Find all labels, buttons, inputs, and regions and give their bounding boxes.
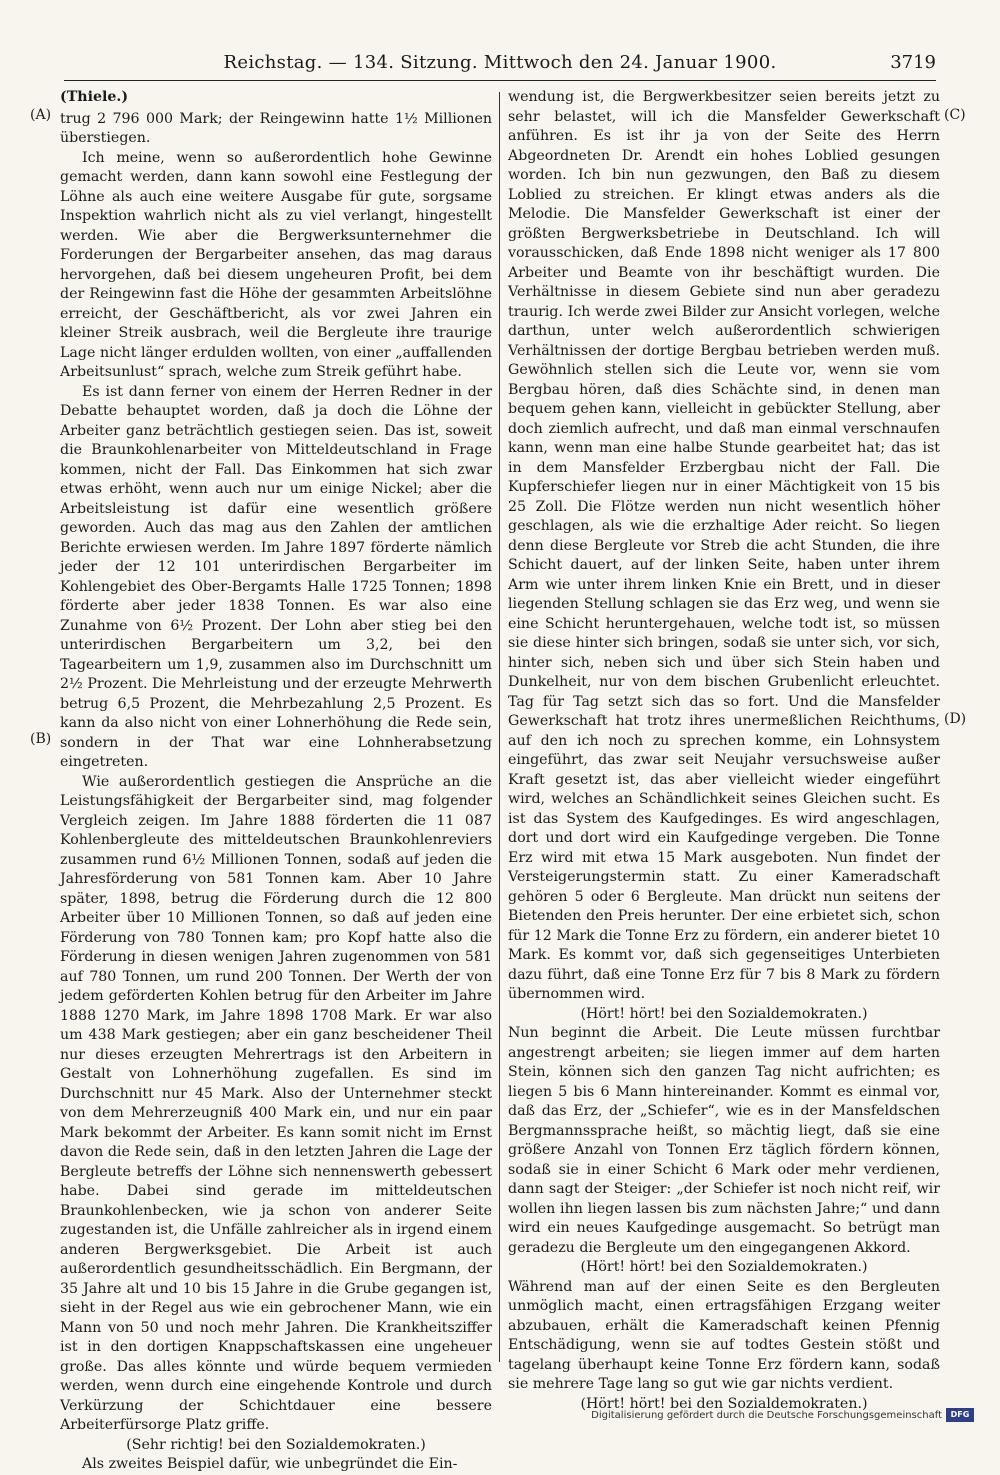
paragraph: Während man auf der einen Seite es den Bergleuten unmöglich macht, einen ertragsfähigen Erzgang weiter abzubauen, erhält die Kameradschaft keinen Pfennig Entschädigung, wenn sie auf todtes Gestein stößt und tagelang überhaupt keine Tonne Erz fördern kann, sodaß sie mehrere Tage lang so gut wie gar nichts verdient. [508,1278,940,1392]
margin-marker-b: (B) [30,731,52,747]
paragraph: Nun beginnt die Arbeit. Die Leute müssen furchtbar angestrengt arbeiten; sie liegen immer auf dem harten Stein, können sich den ganzen Tag nicht aufrichten; es liegen 5 bis 6 Mann hintereinander. Kommt es einmal vor, daß das Erz, der „Schiefer“, wie es in der Mansfeldschen Bergmannssprache heißt, so mächtig liegt, daß sie eine größere Anzahl von Tonnen Erz täglich fördern können, sodaß sie in einer Schicht 6 Mark oder mehr verdienen, dann sagt der Steiger: „der Schiefer ist noch nicht reif, wir wollen ihn liegen lassen bis zum nächsten Jahre;“ und dann wird ein neues Kaufgedinge ausgemacht. So betrügt man geradezu die Bergleute um den eingegangenen Akkord. [508,1025,940,1256]
margin-marker-d: (D) [944,711,967,727]
page-number: 3719 [890,52,936,73]
right-column [508,88,940,1412]
interjection: (Sehr richtig! bei den Sozialdemokraten.) [126,1436,426,1453]
margin-marker-c: (C) [944,107,966,123]
interjection: (Hört! hört! bei den Sozialdemokraten.) [580,1395,868,1412]
dfg-logo: DFG [946,1408,974,1422]
paragraph: wendung ist, die Bergwerkbesitzer seien bereits jetzt zu sehr belastet, will ich die Mansfelder Gewerkschaft anführen. Es ist ihr ja von der Seite des Herrn Abgeordneten Dr. Arendt ein hohes Loblied gesungen worden. Ich bin nun gezwungen, den Baß zu diesem Loblied zu streichen. Er klingt etwas anders als die Melodie. Die Mansfelder Gewerkschaft ist einer der größten Bergwerksbetriebe in Deutschland. Ich will vorausschicken, daß Ende 1898 nicht weniger als 17 800 Arbeiter und Beamte von ihr beschäftigt wurden. Die Verhältnisse in diesem Gebiete sind nun aber geradezu traurig. Ich werde zwei Bilder zur Ansicht vorlegen, welche darthun, unter welch außerordentlich schwierigen Verhältnissen der dortige Bergbau betrieben werden muß. Gewöhnlich stellen sich die Leute vor, wenn sie vom Bergbau hören, daß dies Schächte sind, in denen man bequem gehen kann, vielleicht in gebückter Stellung, aber doch ziemlich aufrecht, und daß man einmal verschnaufen kann, wenn man eine halbe Stunde gearbeitet hat; das ist in dem Mansfelder Erzbergbau nicht der Fall. Die Kupferschiefer liegen nur in einer Mächtigkeit von 15 bis 25 Zoll. Die Flötze werden nun nicht wesentlich höher geschlagen, als wie die erzhaltige Ader reicht. So liegen denn diese Bergleute vor Streb die acht Stunden, die ihre Schicht dauert, auf der linken Seite, haben unter ihrem Arm wie unter ihrem linken Knie ein Brett, und in dieser liegenden Stellung schlagen sie das Erz weg, und wenn sie eine Schicht heruntergehauen, welche todt ist, so müssen sie diese hinter sich bringen, sodaß sie unter sich, vor sich, hinter sich, neben sich und über sich Stein haben und Dunkelheit, nur von dem bischen Grubenlicht erleuchtet. Tag für Tag setzt sich das so fort. Und die Mansfelder Gewerkschaft hat trotz ihres unermeßlichen Reichthums, auf den ich noch zu sprechen komme, ein Lohnsystem eingeführt, das zwar seit Neujahr versuchsweise außer Kraft gesetzt ist, das aber vielleicht wieder eingeführt wird, welches an Schändlichkeit seines Gleichen sucht. Es ist das System des Kaufgedinges. Es wird angeschlagen, dort und dort wird ein Kaufgedinge vergeben. Die Tonne Erz wird mit etwa 15 Mark ausgeboten. Nun findet der Versteigerungstermin statt. Zu einer Kameradschaft gehören 5 oder 6 Bergleute. Man drückt nun seitens der Bietenden den Preis herunter. Der eine erbietet sich, schon für 12 Mark die Tonne Erz zu fördern, ein anderer bietet 10 Mark. Es kommt vor, daß sich gegenseitiges Unterbieten dazu führt, daß eine Tonne Erz für 7 bis 8 Mark zu fördern übernommen wird. [508,89,940,1002]
footer-credit [591,1408,974,1422]
footer-text: Digitalisierung gefördert durch die Deutsche Forschungsgemeinschaft [591,1409,942,1421]
speaker-name: (Thiele.) [60,89,129,105]
running-title: Reichstag. — 134. Sitzung. Mittwoch den 24. Januar 1900. [223,52,777,73]
interjection: (Hört! hört! bei den Sozialdemokraten.) [580,1259,868,1275]
left-column [60,88,492,1472]
paragraph: trug 2 796 000 Mark; der Reingewinn hatte 1½ Millionen überstiegen. [60,110,492,146]
paragraph: Als zweites Beispiel dafür, wie unbegründet die Ein- [82,1456,458,1472]
paragraph: Ich meine, wenn so außerordentlich hohe Gewinne gemacht werden, dann kann sowohl eine Festlegung der Löhne als auch eine weitere Ausgabe für gute, sorgsame Inspektion wahrlich nicht als zu viel verlangt, hingestellt werden. Wie aber die Bergwerksunternehmer die Forderungen der Bergarbeiter ansehen, das mag daraus hervorgehen, daß bei diesem ungeheuren Profit, bei dem der Reingewinn fast die Höhe der gesammten Arbeitslöhne erreicht, der Geschäftbericht, als vor zwei Jahren ein kleiner Streik ausbrach, weil die Bergleute ihre traurige Lage nicht länger erdulden wollten, von einer „auffallenden Arbeitsunlust“ sprach, welche zum Streik geführt habe. [60,149,492,380]
paragraph: Wie außerordentlich gestiegen die Ansprüche an die Leistungsfähigkeit der Bergarbeiter sind, mag folgender Vergleich zeigen. Im Jahre 1888 förderten die 11 087 Kohlenbergleute des mitteldeutschen Braunkohlenreviers zusammen rund 6½ Millionen Tonnen, sodaß auf jeden die Jahresförderung von 581 Tonnen kam. Aber 10 Jahre später, 1898, betrug die Förderung durch die 12 800 Arbeiter über 10 Millionen Tonnen, so daß auf jeden eine Förderung von 780 Tonnen kam; pro Kopf hatte also die Förderung in diesen wenigen Jahren zugenommen von 581 auf 780 Tonnen, um rund 200 Tonnen. Der Werth der von jedem geförderten Kohlen betrug für den Arbeiter im Jahre 1888 1270 Mark, im Jahre 1898 1708 Mark. Er war also um 438 Mark gestiegen; aber ein ganz bescheidener Theil nur dieses erzeugten Mehrertrags ist den Arbeitern in Gestalt von Lohnerhöhung zugefallen. Es sind im Durchschnitt nur 45 Mark. Also der Unternehmer steckt von dem Mehrerzeugniß 400 Mark ein, und nur ein paar Mark bekommt der Arbeiter. Es kann somit nicht im Ernst davon die Rede sein, daß in den letzten Jahren die Lage der Bergleute betreffs der Löhne sich nennenswerth gebessert habe. Dabei sind gerade im mitteldeutschen Braunkohlenbecken, wie ja schon von anderer Seite zugestanden ist, die Unfälle zahlreicher als in irgend einem anderen Bergwerksgebiet. Die Arbeit ist auch außerordentlich gesundheitsschädlich. Ein Bergmann, der 35 Jahre alt und 10 bis 15 Jahre in die Grube gegangen ist, sieht in der Regel aus wie ein gebrochener Mann, wie ein Mann von 50 und noch mehr Jahren. Die Krankheitsziffer ist in den dortigen Knappschaftskassen eine ungeheuer große. Das alles könnte und würde bequem vermieden werden, wenn durch eine eingehende Kontrole und durch Verkürzung der Schichtdauer eine bessere Arbeiterfürsorge Platz griffe. [60,773,492,1433]
column-divider [499,92,500,1362]
paragraph: Es ist dann ferner von einem der Herren Redner in der Debatte behauptet worden, daß ja doch die Löhne der Arbeiter ganz beträchtlich gestiegen seien. Das ist, soweit die Braunkohlenarbeiter von Mitteldeutschland in Frage kommen, nicht der Fall. Das Einkommen hat sich zwar etwas erhöht, wenn auch nur um einige Nickel; aber die Arbeitsleistung ist dafür eine wesentlich größere geworden. Auch das mag aus den Zahlen der amtlichen Berichte erwiesen werden. Im Jahre 1897 förderte nämlich jeder der 12 101 unterirdischen Bergarbeiter im Kohlengebiet des Ober-Bergamts Halle 1725 Tonnen; 1898 förderte aber jeder 1838 Tonnen. Es war also eine Zunahme von 6½ Prozent. Der Lohn aber stieg bei den unterirdischen Bergarbeitern um 3,2, bei den Tagearbeitern um 1,9, zusammen also im Durchschnitt um 2½ Prozent. Die Mehrleistung und der erzeugte Mehrwerth betrug 6,5 Prozent, die Mehrbezahlung 2,5 Prozent. Es kann da also nicht von einer Lohnerhöhung die Rede sein, sondern in der That war eine Lohnherabsetzung eingetreten. [60,383,492,770]
margin-marker-a: (A) [30,107,52,123]
header-rule [64,80,936,81]
interjection: (Hört! hört! bei den Sozialdemokraten.) [580,1005,868,1022]
